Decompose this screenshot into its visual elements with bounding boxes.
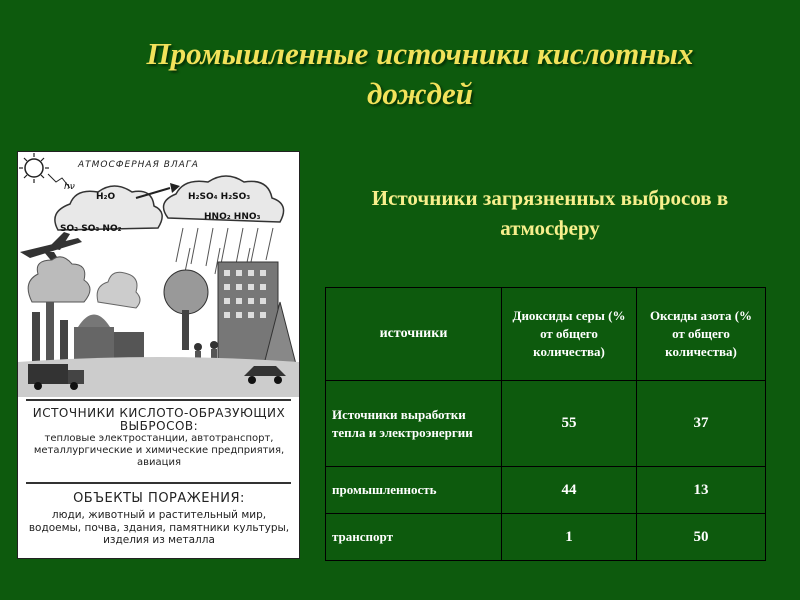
illustration-divider [26,399,291,401]
row-source: транспорт [326,514,502,561]
table-caption: Источники загрязненных выбросов в атмосферу [371,186,729,240]
row-so2-value: 55 [502,381,637,467]
page-title: Промышленные источники кислотных дождей [146,36,694,111]
row-source: промышленность [326,467,502,514]
acid-rain-drawing [18,152,299,397]
header-sulfur-dioxide: Диоксиды серы (% от общего количества) [502,288,637,381]
sources-text: тепловые электростанции, автотранспорт, металлургические и химические предприятия, авиация [33,433,285,468]
row-so2-value: 1 [502,514,637,561]
chem-left-oxides: SO₂ SO₃ NO₂ [60,224,122,234]
chem-right-acids-1: H₂SO₄ H₂SO₃ [188,192,251,202]
illustration-divider [26,482,291,484]
targets-text: люди, животный и растительный мир, водоемы, почва, здания, памятники культуры, изделия из металла [28,509,290,546]
row-nox-value: 37 [637,381,766,467]
header-nitrogen-oxides: Оксиды азота (% от общего количества) [637,288,766,381]
row-source: Источники выработки тепла и электроэнергии [326,381,502,467]
emissions-table [325,287,766,561]
table-row [326,381,766,467]
header-sources: источники [326,288,502,381]
sources-heading: ИСТОЧНИКИ КИСЛОТО-ОБРАЗУЮЩИХ ВЫБРОСОВ: [32,406,286,433]
atmosphere-moisture-label: АТМОСФЕРНАЯ ВЛАГА [78,160,199,170]
chem-right-acids-2: HNO₂ HNO₃ [204,212,261,222]
chem-hv: hν [64,182,75,192]
table-row [326,514,766,561]
table-header-row [326,288,766,381]
row-nox-value: 50 [637,514,766,561]
chem-h2o: H₂O [96,192,116,202]
row-nox-value: 13 [637,467,766,514]
targets-heading: ОБЪЕКТЫ ПОРАЖЕНИЯ: [73,491,245,506]
row-so2-value: 44 [502,467,637,514]
acid-rain-illustration [17,151,300,559]
table-row [326,467,766,514]
